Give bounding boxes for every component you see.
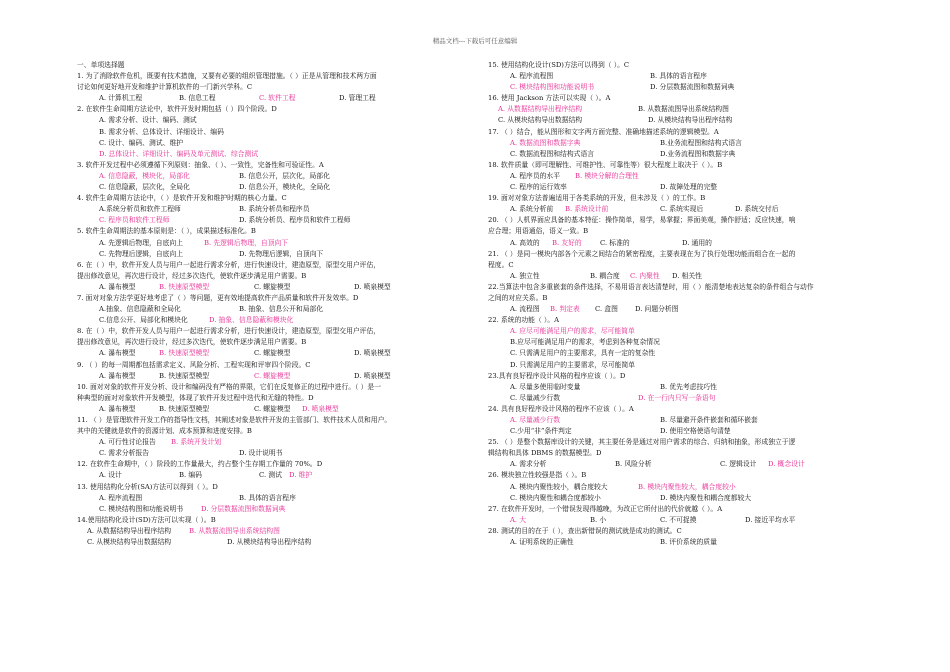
- option-text: D. 系统分析员、程序员和软件工程师: [239, 216, 351, 225]
- text-line: 应合理；用语通俗，语义一致。B: [488, 227, 589, 236]
- option-text: C. 标准的: [600, 238, 630, 247]
- option-text: A. 大: [510, 515, 527, 524]
- option-text: A. 瀑布模型: [99, 371, 136, 380]
- text-line: 20. （ ）人机界面应具备的基本特征：操作简单，易学，易掌握；界面美观，操作舒适；反应快速，响: [488, 216, 796, 225]
- text-line: [488, 304, 888, 315]
- text-line: [77, 304, 467, 315]
- option-text: C. 螺旋模型: [254, 282, 291, 291]
- option-text: B. 从数据流图导出系统结构图: [189, 526, 280, 535]
- text-line: [488, 482, 888, 493]
- option-text: D. 概念设计: [768, 460, 805, 469]
- option-text: C. 尽量减少行数: [510, 393, 561, 402]
- option-text: B. 友好的: [552, 238, 582, 247]
- option-text: C. 从模块结构导出数据结构: [87, 538, 172, 547]
- text-line: 提出修改意见，再次进行设计，经过多次迭代，使软件逐步满足用户需要。B: [77, 271, 307, 280]
- option-text: C. 测试: [259, 471, 282, 480]
- text-line: [488, 271, 888, 282]
- text-line: [488, 149, 888, 160]
- text-line: [488, 426, 888, 437]
- option-text: C. 螺旋模型: [254, 371, 291, 380]
- option-text: D. 喷泉模型: [354, 282, 391, 291]
- option-text: A. 信息隐蔽，模块化，局部化: [99, 171, 190, 180]
- option-text: D. 问题分析图: [635, 305, 679, 314]
- text-line: 12. 在软件生命期中，（ ）阶段的工作量最大，约占整个生存期工作量的 70%。D: [77, 460, 323, 469]
- option-text: D. 从模块结构导出程序结构: [648, 116, 733, 125]
- option-text: A. 瀑布模型: [99, 404, 136, 413]
- text-line: 8. 在（ ）中，软件开发人员与用户一起进行需求分析，进行快速设计，建造原型，原型交用户评估，: [77, 327, 381, 336]
- text-line: C. 设计、编码、测试、维护: [99, 138, 184, 147]
- text-line: 25. （ ）是整个数据库设计的关键，其主要任务是通过对用户需求的综合、归纳和抽象，形成独立于逻: [488, 438, 796, 447]
- option-text: D. 喷泉模型: [302, 404, 339, 413]
- option-text: B. 快速原型模型: [159, 282, 210, 291]
- text-line: 9. （ ）的每一周期都包括需求定义、风险分析、工程实现和评审四个阶段。C: [77, 360, 311, 369]
- text-line: [488, 138, 888, 149]
- text-line: A. 应尽可能满足用户的需求，尽可能简单: [510, 327, 635, 336]
- text-line: [77, 238, 467, 249]
- option-text: C. 模块内聚性和耦合度都较小: [510, 493, 601, 502]
- page-header: 精品文档---下载后可任意编辑: [432, 37, 518, 45]
- text-line: [488, 115, 888, 126]
- text-line: 一、单项选择题: [77, 61, 125, 69]
- option-text: A.系统分析员和软件工程师: [99, 205, 181, 214]
- text-line: 4. 软件生命周期方法论中，（ ）是软件开发和维护时期的核心力量。C: [77, 194, 287, 203]
- text-line: [488, 182, 888, 193]
- option-text: D. 系统交付后: [735, 205, 779, 214]
- option-text: A. 数据流图和数据字典: [510, 138, 581, 147]
- text-line: [77, 171, 467, 182]
- option-text: B. 快速原型模型: [159, 404, 210, 413]
- option-text: A. 系统分析前: [510, 205, 554, 214]
- text-line: [77, 470, 467, 481]
- option-text: A. 瀑布模型: [99, 349, 136, 358]
- text-line: [488, 382, 888, 393]
- text-line: 26. 模块独立性较强是指（ ）。B: [488, 471, 587, 480]
- option-text: A. 程序流程图: [99, 493, 143, 502]
- option-text: D. 在一行内只写一条语句: [638, 393, 716, 402]
- option-text: C. 先物理后逻辑，自底向上: [99, 249, 184, 258]
- option-text: B. 判定表: [550, 305, 580, 314]
- option-text: C. 需求分析报告: [99, 449, 150, 458]
- text-line: B.应尽可能满足用户的需求，考虑到各种复杂情况: [510, 338, 660, 347]
- text-line: [77, 93, 467, 104]
- text-line: [488, 393, 888, 404]
- text-line: [77, 315, 467, 326]
- option-text: D. 接近平均水平: [745, 515, 796, 524]
- text-line: 2. 在软件生命周期方法论中，软件开发时期包括（ ）四个阶段。D: [77, 105, 277, 114]
- option-text: A. 从数据结构导出程序结构: [87, 526, 171, 535]
- option-text: A. 需求分析: [510, 460, 547, 469]
- option-text: C. 螺旋模型: [254, 404, 291, 413]
- text-line: [77, 437, 467, 448]
- option-text: A. 模块内聚性较小，耦合度较大: [510, 482, 608, 491]
- text-line: [488, 493, 888, 504]
- text-line: 讨论如何更好地开发和维护计算机软件的一门新兴学科。C: [77, 83, 253, 92]
- text-line: [488, 415, 888, 426]
- option-text: B. 具体的语言程序: [239, 493, 296, 502]
- text-line: D. 只需满足用户的主要需求，尽可能简单: [510, 360, 636, 369]
- text-line: 提出修改意见，再次进行设计，经过多次迭代，使软件逐步满足用户需要。B: [77, 338, 307, 347]
- text-line: 21. （ ）是同一模块内部各个元素之间结合的紧密程度，主要表现在为了执行处理功能而组合在一起的: [488, 249, 796, 258]
- text-line: 22.当算法中包含多重嵌套的条件选择，不易用语言表达清楚时，用（ ）能清楚地表达复杂的条件组合与动作: [488, 282, 814, 291]
- text-line: [77, 526, 467, 537]
- option-text: C. 从模块结构导出数据结构: [498, 116, 583, 125]
- text-line: 10. 面对对象的软件开发分析、设计和编码没有严格的界限，它们在反复修正的过程中进行。（ ）是一: [77, 382, 381, 391]
- option-text: B. 快速原型模型: [159, 371, 210, 380]
- option-text: C. 程序员和软件工程师: [99, 216, 170, 225]
- option-text: A. 可行性讨论报告: [99, 438, 156, 447]
- text-line: [77, 504, 467, 515]
- text-line: [488, 459, 888, 470]
- option-text: C. 软件工程: [259, 94, 296, 103]
- text-line: A. 需求分析、设计、编码、测试: [99, 116, 197, 125]
- option-text: B. 快速原型模型: [159, 349, 210, 358]
- option-text: B. 评价系统的质量: [660, 538, 717, 547]
- option-text: B. 系统设计前: [565, 205, 609, 214]
- text-line: 程度。C: [488, 260, 514, 269]
- option-text: A. 尽量减少行数: [510, 416, 561, 424]
- option-text: D. 从模块结构导出程序结构: [227, 538, 312, 547]
- option-text: C. 程序的运行效率: [510, 183, 567, 192]
- text-line: [77, 371, 467, 382]
- option-text: C. 不可捉摸: [660, 515, 697, 524]
- option-text: D.业务流程图和数据字典: [660, 149, 736, 158]
- option-text: D. 喷泉模型: [354, 349, 391, 358]
- text-line: 6. 在（ ）中，软件开发人员与用户一起进行需求分析，进行快速设计，建造原型，原型交用户评估，: [77, 260, 381, 269]
- option-text: C.少用“非”条件判定: [510, 427, 572, 436]
- option-text: B. 小: [590, 515, 607, 524]
- text-line: 13. 使用结构化分析(SA)方法可以得到（ ）。D: [77, 482, 218, 491]
- right-column: [488, 60, 888, 548]
- option-text: D. 分层数据流图和数据词典: [650, 83, 735, 92]
- text-line: [77, 493, 467, 504]
- text-line: 24. 具有良好程序设计风格的程序不应该（ ）。A: [488, 404, 634, 413]
- text-line: 14.使用结构化设计(SD)方法可以实现（ ）。B: [77, 515, 216, 524]
- option-text: B. 编码: [179, 471, 202, 480]
- text-line: 7. 面对对象方法学更好地考虑了（ ）等问题，更有效地提高软件产品质量和软件开发效率。D: [77, 293, 359, 302]
- option-text: C. 系统实现后: [660, 205, 704, 214]
- text-line: [77, 404, 467, 415]
- option-text: D. 先物理后逻辑，自顶向下: [239, 249, 324, 258]
- option-text: A. 设计: [99, 471, 122, 480]
- text-line: [77, 448, 467, 459]
- text-line: 27. 在软件开发时，一个错误发现得越晚，为改正它所付出的代价就越（ ）。A: [488, 504, 723, 513]
- option-text: C. 盒图: [595, 305, 618, 314]
- text-line: 18. 软件质量（即可理解性、可维护性、可靠性等）很大程度上取决于（ ）。B: [488, 160, 723, 169]
- text-line: [488, 171, 888, 182]
- option-text: C. 逻辑设计: [720, 460, 757, 469]
- text-line: 28. 测试的目的在于（ ），查出新错误的测试就是成功的测试。C: [488, 526, 682, 535]
- option-text: A. 尽量多使用临时变量: [510, 382, 581, 391]
- option-text: B. 模块分解的合理性: [575, 171, 639, 180]
- left-column: [77, 60, 467, 548]
- text-line: 1. 为了消除软件危机，既要有技术措施，又要有必要的组织管理措施。（ ）正是从管理和技术两方面: [77, 72, 377, 81]
- text-line: 其中的关键就是软件的资源计划、成本预算和进度安排。B: [77, 427, 252, 436]
- option-text: D. 管理工程: [339, 94, 376, 103]
- option-text: D. 通用的: [682, 238, 712, 247]
- text-line: 种典型的面对对象软件开发模型，体现了软件开发过程中迭代和无缝的特性。D: [77, 393, 314, 402]
- option-text: B. 模块内聚性较大，耦合度较小: [638, 482, 736, 491]
- text-line: [488, 238, 888, 249]
- option-text: C. 模块结构图和功能说明书: [510, 83, 595, 92]
- option-text: D. 设计说明书: [239, 449, 283, 458]
- option-text: A. 计算机工程: [99, 94, 143, 103]
- text-line: [77, 204, 467, 215]
- option-text: B. 系统开发计划: [171, 438, 222, 447]
- option-text: A. 高效的: [510, 238, 540, 247]
- text-line: [77, 537, 467, 548]
- text-line: [77, 282, 467, 293]
- option-text: D. 故障处理的完整: [660, 183, 718, 192]
- option-text: B. 系统分析员和程序员: [239, 205, 310, 214]
- option-text: C. 信息隐蔽，层次化，全局化: [99, 183, 190, 192]
- text-line: 15. 使用结构化设计(SD)方法可以得到（ ）。C: [488, 61, 630, 69]
- option-text: A. 程序流程图: [510, 72, 554, 81]
- option-text: C.信息公开、局部化和模块化: [99, 316, 188, 325]
- text-line: [488, 537, 888, 548]
- text-line: 19. 面对对象方法普遍适用于各类系统的开发，但未涉及（ ）的工作。B: [488, 194, 706, 203]
- option-text: D. 相关性: [672, 271, 702, 280]
- option-text: B. 信息公开，层次化，局部化: [239, 171, 330, 180]
- text-line: [488, 515, 888, 526]
- option-text: A. 瀑布模型: [99, 282, 136, 291]
- option-text: B. 抽象、信息公开和局部化: [239, 305, 324, 314]
- text-line: C. 只需满足用户的主要需求，具有一定的复杂性: [510, 349, 656, 358]
- text-line: [77, 182, 467, 193]
- option-text: B. 从数据流图导出系统结构图: [638, 105, 729, 114]
- option-text: B. 风险分析: [615, 460, 652, 469]
- text-line: B. 需求分析、总体设计、详细设计、编码: [99, 127, 224, 136]
- option-text: B. 具体的语言程序: [650, 72, 707, 81]
- option-text: A. 流程图: [510, 305, 540, 314]
- text-line: 17. （ ）结合，能从图形和文字两方面完整、准确地描述系统的逻辑模型。A: [488, 127, 719, 136]
- text-line: [488, 82, 888, 93]
- option-text: C. 模块结构图和功能说明书: [99, 504, 184, 513]
- option-text: A. 先逻辑后物理，自底向上: [99, 238, 183, 247]
- option-text: A. 程序员的水平: [510, 171, 561, 180]
- text-line: [77, 215, 467, 226]
- option-text: B. 信息工程: [179, 94, 216, 103]
- text-line: 5. 软件生命周期法的基本原则是：（ ），成果描述标准化。B: [77, 227, 256, 236]
- text-line: 3. 软件开发过程中必须遵循下列原则：抽象、（ ）、一致性，完备性和可验证性。A: [77, 160, 324, 169]
- text-line: D. 总体设计、详细设计、编码及单元测试、综合测试: [99, 149, 259, 158]
- option-text: A. 证明系统的正确性: [510, 538, 574, 547]
- option-text: D. 信息公开，模块化，全局化: [239, 183, 331, 192]
- text-line: 23.具有良好程序设计风格的程序应该（ ）。D: [488, 371, 626, 380]
- option-text: C. 内聚性: [630, 271, 660, 280]
- option-text: B. 优先考虑技巧性: [660, 382, 717, 391]
- text-line: 之间的对应关系。B: [488, 293, 548, 302]
- text-line: [77, 249, 467, 260]
- text-line: 11. （ ）是管理软件开发工作的指导性文档，其阐述对象是软件开发的主管部门、软件技术人员和用户。: [77, 416, 392, 424]
- option-text: A. 独立性: [510, 271, 540, 280]
- option-text: D. 抽象、信息隐蔽和模块化: [209, 316, 294, 325]
- option-text: D. 维护: [289, 471, 313, 480]
- option-text: D. 模块内聚性和耦合度都较大: [660, 493, 752, 502]
- option-text: D. 使用空格使语句清楚: [660, 427, 731, 436]
- text-line: [77, 348, 467, 359]
- text-line: 16. 使用 Jackson 方法可以实现（ ）。A: [488, 94, 611, 103]
- text-line: [488, 104, 888, 115]
- text-line: 辑结构和具体 DBMS 的数据模型。D: [488, 449, 602, 458]
- text-line: 22. 系统的功能（ ）。A: [488, 316, 560, 325]
- text-line: [488, 204, 888, 215]
- option-text: D. 分层数据流图和数据词典: [201, 504, 286, 513]
- option-text: B. 耦合度: [590, 271, 620, 280]
- option-text: B. 尽量避开条件嵌套和循环嵌套: [660, 416, 758, 424]
- text-line: [488, 71, 888, 82]
- option-text: A. 从数据结构导出程序结构: [498, 105, 582, 114]
- option-text: C. 数据流程图和结构式语言: [510, 149, 595, 158]
- option-text: B. 先逻辑后物理，自顶向下: [204, 238, 289, 247]
- option-text: B.业务流程图和结构式语言: [660, 138, 742, 147]
- option-text: A.抽象、信息隐蔽和全局化: [99, 305, 181, 314]
- option-text: C. 螺旋模型: [254, 349, 291, 358]
- option-text: D. 喷泉模型: [354, 371, 391, 380]
